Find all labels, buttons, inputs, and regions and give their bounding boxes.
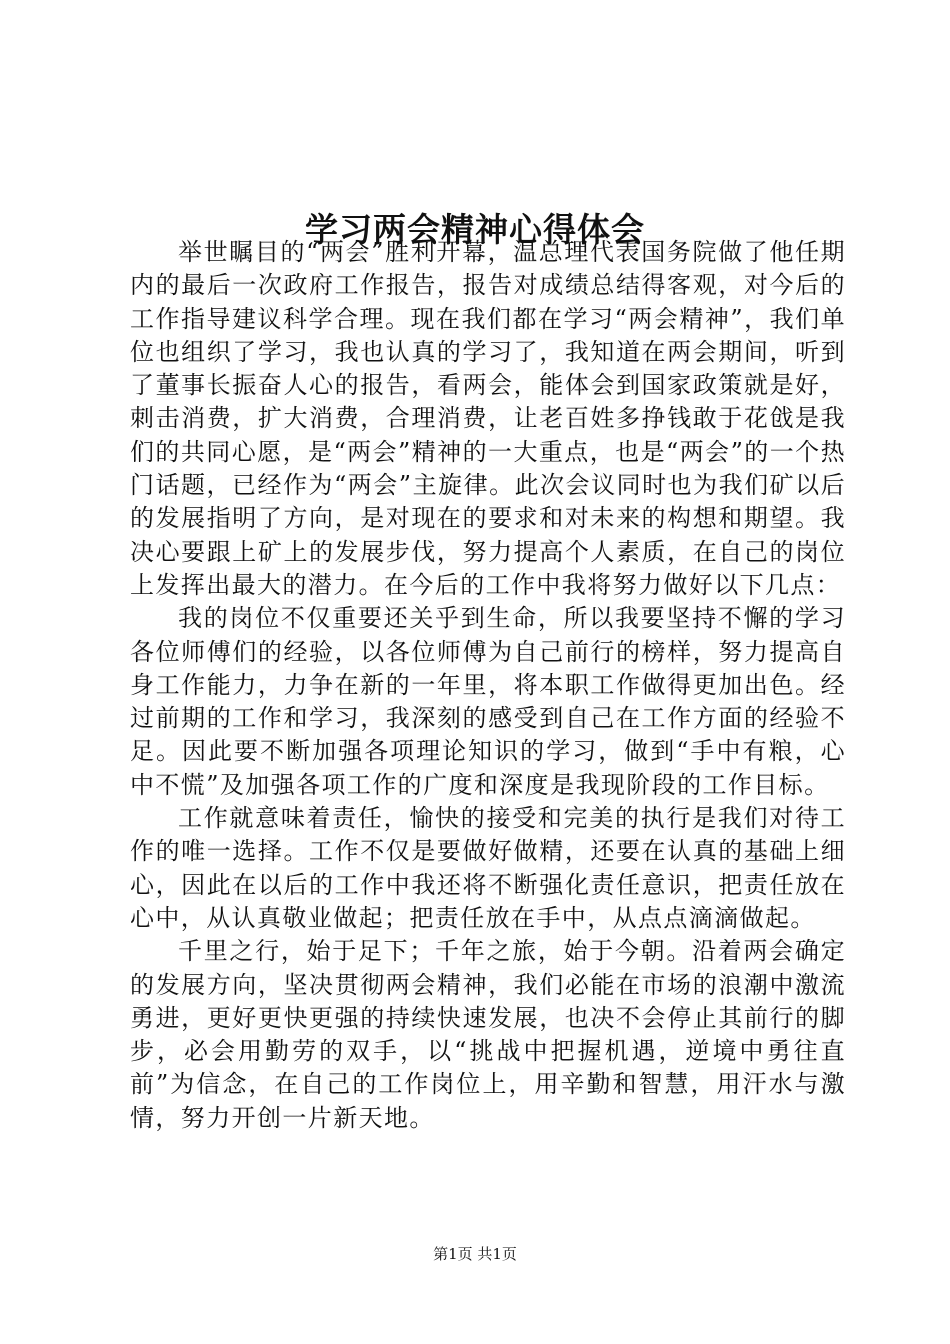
paragraph-4: 千里之行，始于足下；千年之旅，始于今朝。沿着两会确定的发展方向，坚决贯彻两会精神，我们必能在市场的浪潮中激流勇进，更好更快更强的持续快速发展，也决不会停止其前行的脚步，必会用勤劳的双手，以“挑战中把握机遇，逆境中勇往直前”为信念，在自己的工作岗位上，用辛勤和智慧，用汗水与激情，努力开创一片新天地。 [130, 937, 846, 1132]
paragraph-2: 我的岗位不仅重要还关乎到生命，所以我要坚持不懈的学习各位师傅们的经验，以各位师傅为自己前行的榜样，努力提高自身工作能力，力争在新的一年里，将本职工作做得更加出色。经过前期的工作和学习，我深刻的感受到自己在工作方面的经验不足。因此要不断加强各项理论知识的学习，做到“手中有粮，心中不慌”及加强各项工作的广度和深度是我现阶段的工作目标。 [130, 604, 846, 799]
paragraph-1: 举世瞩目的“两会”胜利开幕，温总理代表国务院做了他任期内的最后一次政府工作报告，报告对成绩总结得客观，对今后的工作指导建议科学合理。现在我们都在学习“两会精神”，我们单位也组织了学习，我也认真的学习了，我知道在两会期间，听到了董事长振奋人心的报告，看两会，能体会到国家政策就是好，刺击消费，扩大消费，合理消费，让老百姓多挣钱敢于花戗是我们的共同心愿，是“两会”精神的一大重点，也是“两会”的一个热门话题，已经作为“两会”主旋律。此次会议同时也为我们矿以后的发展指明了方向，是对现在的要求和对未来的构想和期望。我决心要跟上矿上的发展步伐，努力提高个人素质，在自己的岗位上发挥出最大的潜力。在今后的工作中我将努力做好以下几点： [130, 238, 846, 599]
page-footer: 第1页 共1页 [433, 1245, 517, 1263]
document-title: 学习两会精神心得体会 [305, 210, 645, 250]
document-body [130, 236, 846, 1135]
paragraph-3: 工作就意味着责任，愉快的接受和完美的执行是我们对待工作的唯一选择。工作不仅是要做好做精，还要在认真的基础上细心，因此在以后的工作中我还将不断强化责任意识，把责任放在心中，从认真敬业做起；把责任放在手中，从点点滴滴做起。 [130, 804, 846, 932]
